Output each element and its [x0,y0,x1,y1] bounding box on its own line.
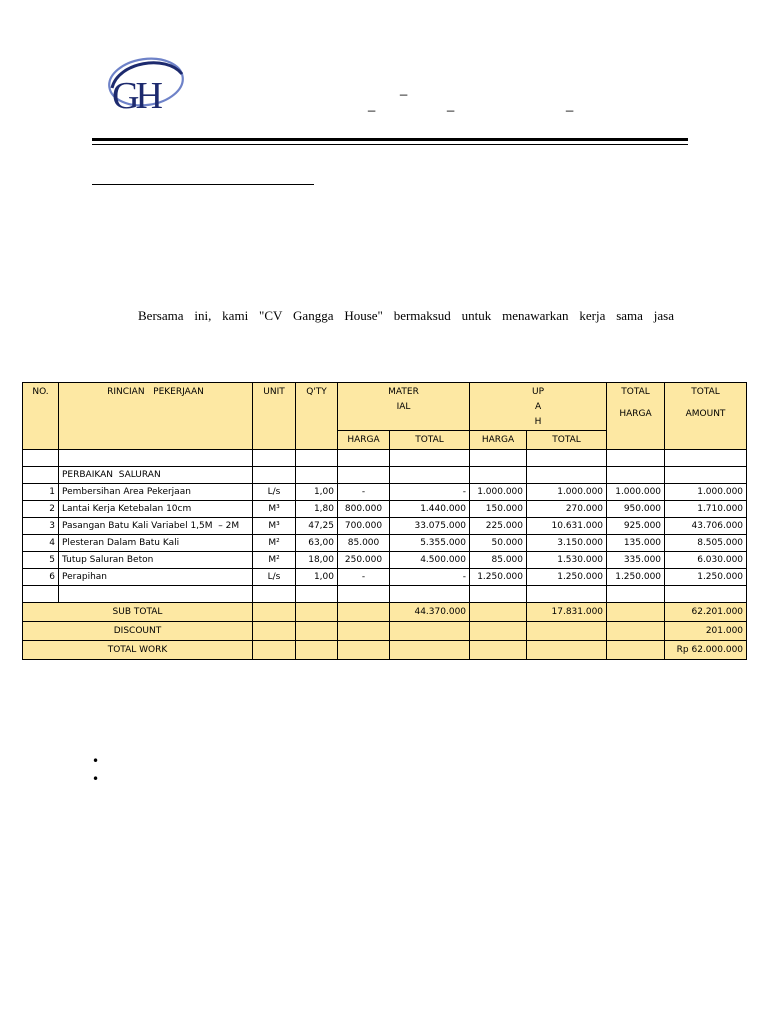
row-total-amount: 43.706.000 [665,518,747,535]
row-upah-total: 1.530.000 [527,552,607,569]
table-row [23,569,747,586]
header-material-line: IAL [396,402,411,412]
row-no: 3 [23,518,59,535]
row-desc: Tutup Saluran Beton [59,552,253,569]
table-row [23,535,747,552]
table-row [23,484,747,501]
intro-paragraph: Bersama ini, kami "CV Gangga House" bermaksud untuk menawarkan kerja sama jasa [138,308,674,323]
row-upah-harga: 50.000 [470,535,527,552]
subtotal-amount: 62.201.000 [665,603,747,622]
subtotal-upah-total: 17.831.000 [527,603,607,622]
row-total-harga: 1.250.000 [607,569,665,586]
discount-row [23,622,747,641]
spacer-row [23,586,747,603]
row-no: 4 [23,535,59,552]
row-mat-harga: 250.000 [338,552,390,569]
row-qty: 47,25 [296,518,338,535]
row-total-harga: 335.000 [607,552,665,569]
row-qty: 1,80 [296,501,338,518]
row-desc: Pembersihan Area Pekerjaan [59,484,253,501]
row-upah-total: 270.000 [527,501,607,518]
row-unit: M³ [253,518,296,535]
row-mat-total: 1.440.000 [390,501,470,518]
row-upah-total: 10.631.000 [527,518,607,535]
header-rincian: RINCIAN PEKERJAAN [59,383,253,450]
header-total-harga-line: HARGA [619,409,652,419]
row-mat-harga: 85.000 [338,535,390,552]
row-qty: 1,00 [296,569,338,586]
header-upah [470,383,607,431]
row-total-harga: 925.000 [607,518,665,535]
header-total-harga [607,383,665,450]
subtotal-mat-total: 44.370.000 [390,603,470,622]
header-upah-line: A [534,402,542,412]
row-total-harga: 950.000 [607,501,665,518]
total-work-row [23,641,747,660]
row-total-harga: 1.000.000 [607,484,665,501]
header-upah-harga: HARGA [470,431,527,450]
header-upah-total: TOTAL [527,431,607,450]
row-mat-total: - [390,569,470,586]
header-no: NO. [23,383,59,450]
row-unit: M² [253,552,296,569]
header-dash: _ [447,97,455,112]
row-mat-total: - [390,484,470,501]
discount-amount: 201.000 [665,622,747,641]
header-mat-harga: HARGA [338,431,390,450]
table-row [23,518,747,535]
row-upah-harga: 150.000 [470,501,527,518]
header-mat-total: TOTAL [390,431,470,450]
row-desc: Lantai Kerja Ketebalan 10cm [59,501,253,518]
row-mat-harga: - [338,569,390,586]
bullet-item: • [92,772,100,786]
row-upah-total: 1.000.000 [527,484,607,501]
total-work-label: TOTAL WORK [23,641,253,660]
row-total-amount: 1.250.000 [665,569,747,586]
subtotal-label: SUB TOTAL [23,603,253,622]
row-upah-total: 1.250.000 [527,569,607,586]
header-total-amount-line: AMOUNT [685,409,726,419]
row-unit: L/s [253,569,296,586]
header-dash: _ [368,97,376,112]
header-total-harga-line: TOTAL [621,387,650,397]
header-material [338,383,470,431]
header-total-amount [665,383,747,450]
header-dash: _ [566,97,574,112]
row-upah-harga: 1.000.000 [470,484,527,501]
bullet-list [92,752,99,788]
header-total-amount-line: TOTAL [691,387,720,397]
header-unit: UNIT [253,383,296,450]
row-unit: M³ [253,501,296,518]
row-desc: Plesteran Dalam Batu Kali [59,535,253,552]
row-desc: Pasangan Batu Kali Variabel 1,5M – 2M [59,518,253,535]
header-upah-line: UP [532,387,545,397]
header-material-line: MATER [388,387,419,397]
company-logo [104,52,186,122]
row-total-harga: 135.000 [607,535,665,552]
header-rule-thick [92,138,688,141]
row-no: 6 [23,569,59,586]
row-unit: M² [253,535,296,552]
row-upah-harga: 85.000 [470,552,527,569]
row-qty: 63,00 [296,535,338,552]
row-no: 1 [23,484,59,501]
row-desc: Perapihan [59,569,253,586]
row-no: 5 [23,552,59,569]
row-total-amount: 6.030.000 [665,552,747,569]
spacer-row [23,450,747,467]
row-total-amount: 1.710.000 [665,501,747,518]
row-mat-harga: 800.000 [338,501,390,518]
row-mat-total: 5.355.000 [390,535,470,552]
table-row [23,552,747,569]
bullet-item: • [92,754,100,768]
row-qty: 1,00 [296,484,338,501]
section-row [23,467,747,484]
row-upah-total: 3.150.000 [527,535,607,552]
discount-label: DISCOUNT [23,622,253,641]
header-dash: _ [400,81,408,96]
header-rule-thin [92,144,688,145]
row-upah-harga: 1.250.000 [470,569,527,586]
row-mat-total: 4.500.000 [390,552,470,569]
row-total-amount: 1.000.000 [665,484,747,501]
row-mat-harga: - [338,484,390,501]
row-mat-total: 33.075.000 [390,518,470,535]
row-mat-harga: 700.000 [338,518,390,535]
header-qty: Q'TY [296,383,338,450]
section-title: PERBAIKAN SALURAN [59,467,253,484]
cost-table [22,382,747,660]
row-total-amount: 8.505.000 [665,535,747,552]
subject-underline [92,184,314,185]
subtotal-row [23,603,747,622]
row-unit: L/s [253,484,296,501]
table-row [23,501,747,518]
row-no: 2 [23,501,59,518]
row-qty: 18,00 [296,552,338,569]
row-upah-harga: 225.000 [470,518,527,535]
logo-letters: GH [112,75,159,117]
header-upah-line: H [534,417,542,427]
total-work-amount: Rp 62.000.000 [665,641,747,660]
